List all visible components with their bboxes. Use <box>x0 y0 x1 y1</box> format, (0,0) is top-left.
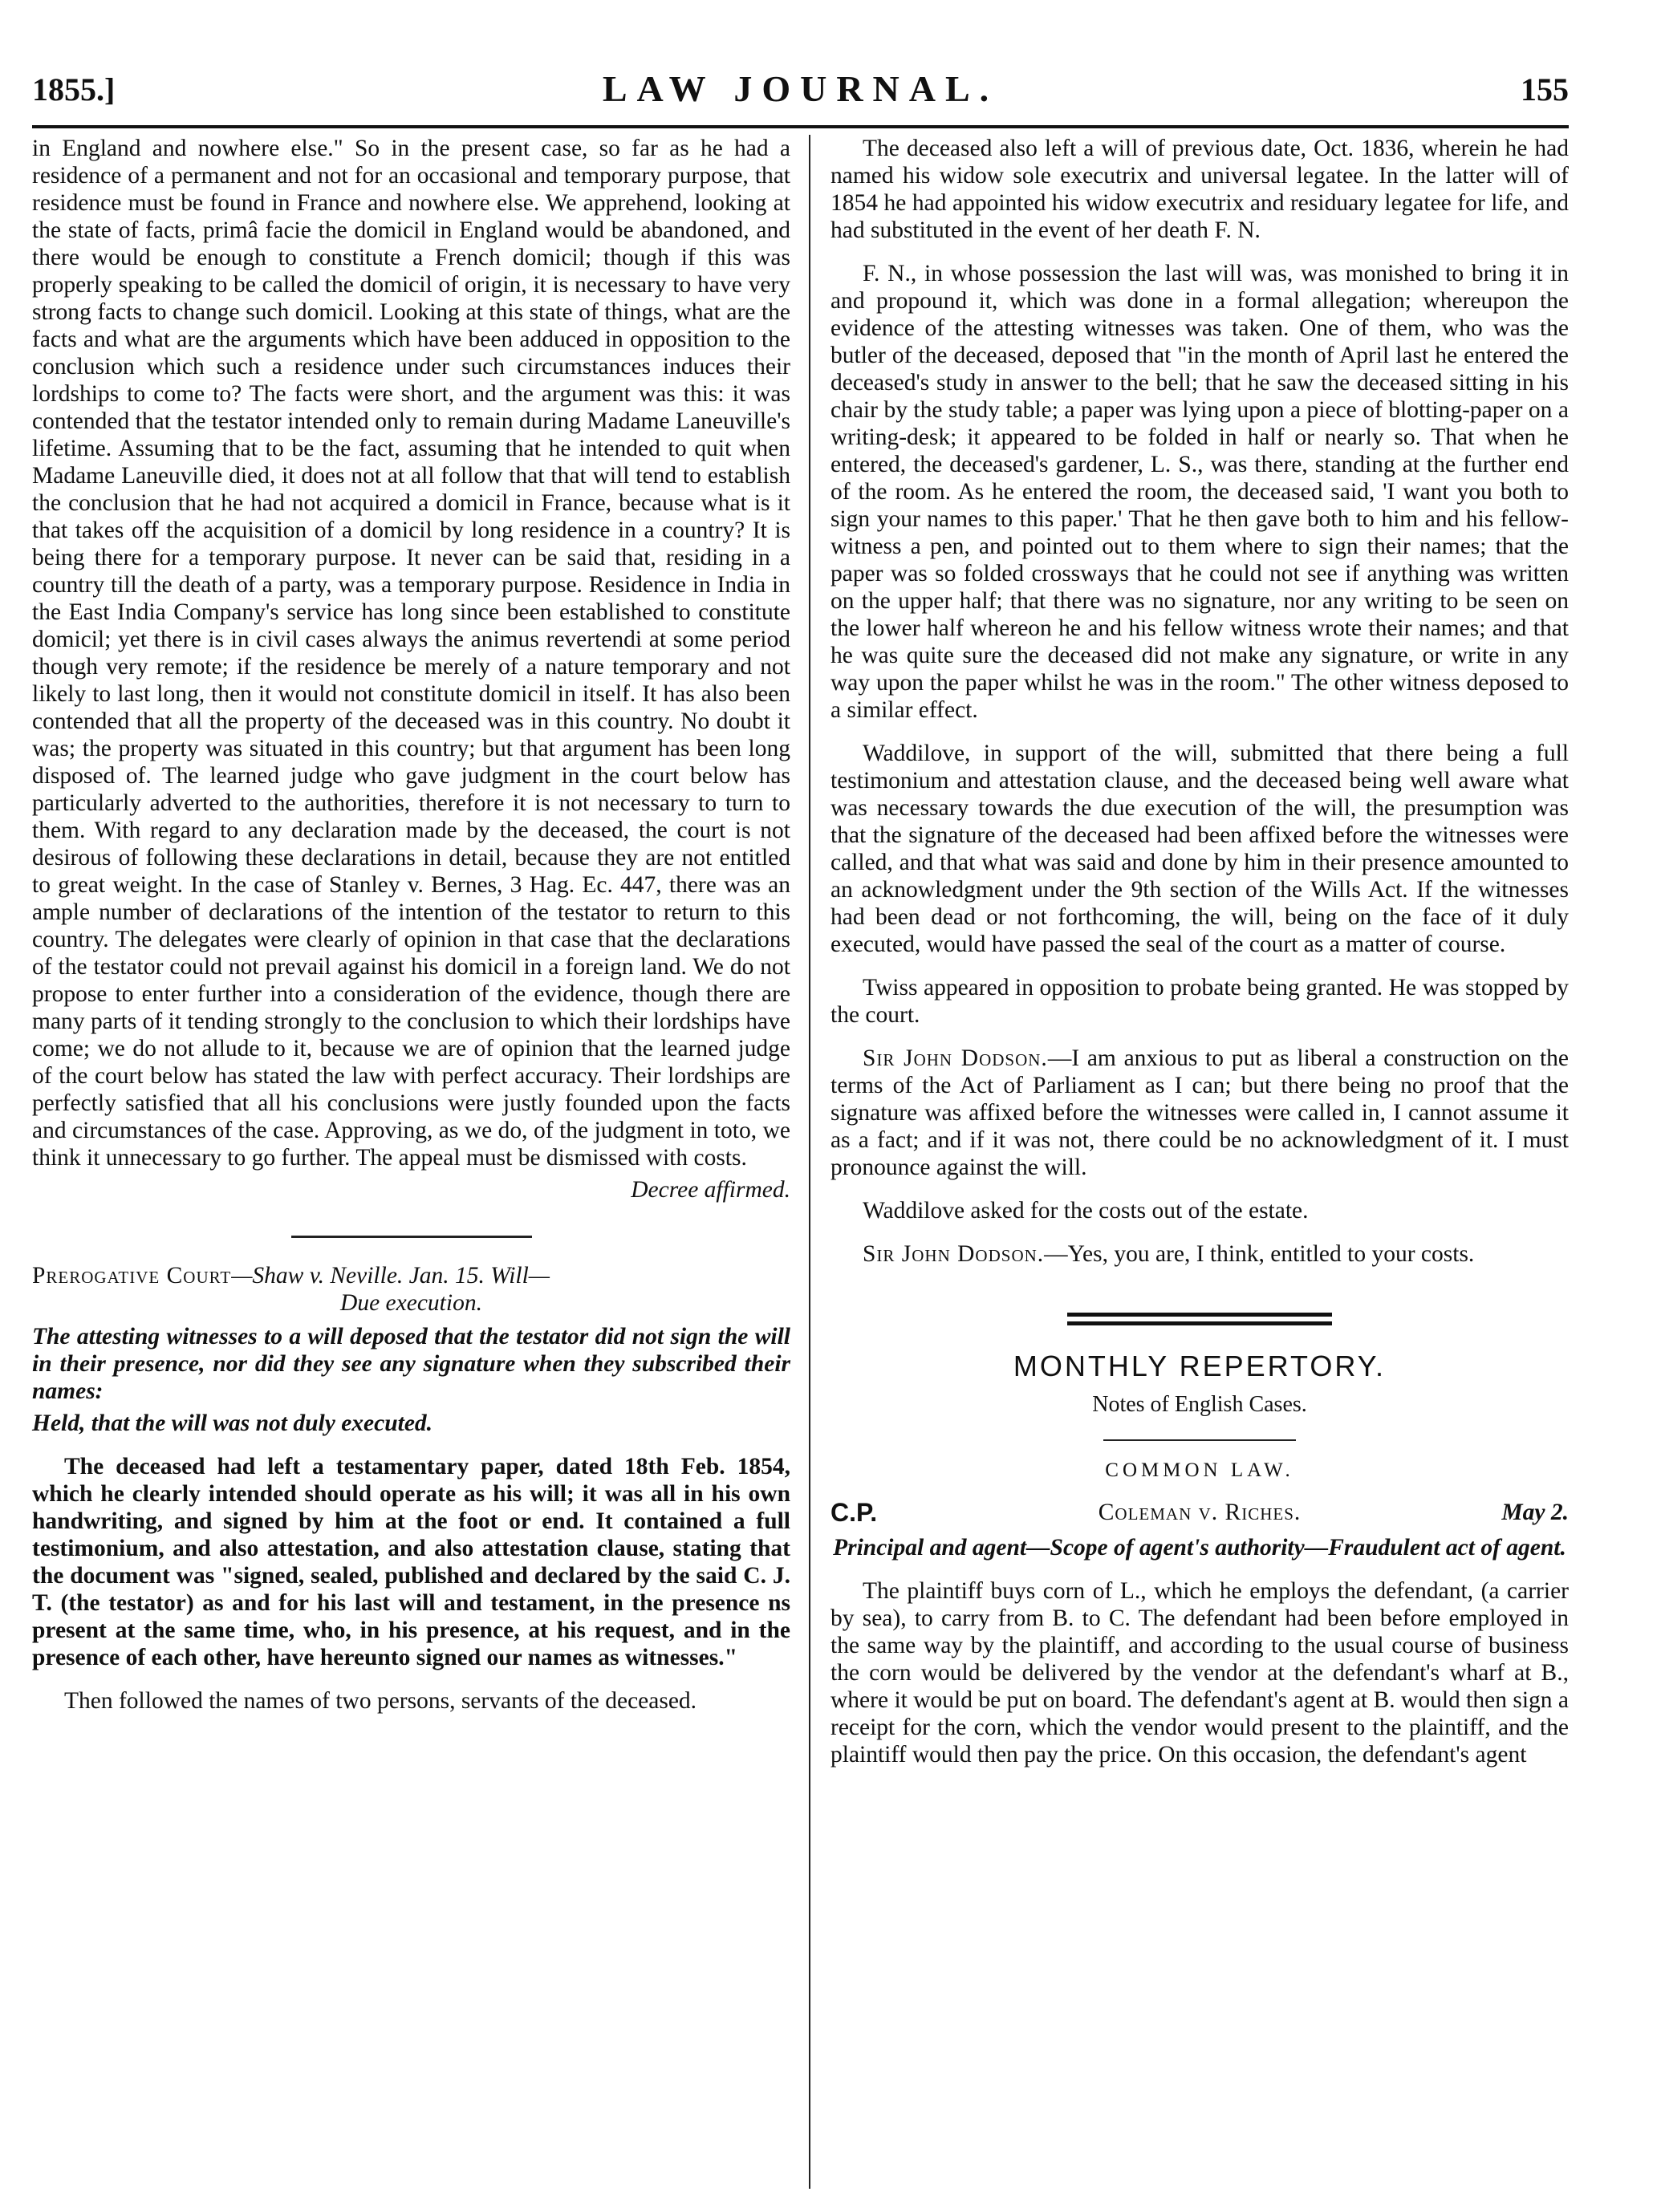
cp-subject: Principal and agent—Scope of agent's authority—Fraudulent act of agent. <box>833 1535 1566 1561</box>
header-rule <box>32 125 1569 128</box>
held-line: Held, that the will was not duly executed. <box>32 1410 433 1436</box>
repertory-title: MONTHLY REPERTORY. <box>1013 1350 1387 1382</box>
header-page-number: 155 <box>1521 71 1569 108</box>
right-paragraph-7 <box>831 1240 1569 1268</box>
left-column <box>32 135 790 1715</box>
right-paragraph-6: Waddilove asked for the costs out of the estate. <box>863 1198 1309 1224</box>
cp-case-name: Coleman v. Riches. <box>1098 1500 1302 1525</box>
left-paragraph-1: in England and nowhere else." So in the present case, so far as he had a residence of a permanent and not for an occasional and temporary purpose, that residence must be found in France and nowhere else. We apprehend, looking at the state of facts, primâ facie the domicil in England would be abandoned, and there would be enough to constitute a French domicil; though if this was properly speaking to be called the domicil of origin, it is necessary to have very strong facts to change such domicil. Looking at this state of things, what are the facts and what are the arguments which have been adduced in opposition to the conclusion which such a residence under such circumstances induces their lordships to come to? The facts were short, and the argument was this: it was contended that the testator intended only to remain during Madame Laneuville's lifetime. Assuming that to be the fact, assuming that he intended to quit when Madame Laneuville died, it does not at all follow that that will tend to establish the conclusion that he had not acquired a domicil in France, because what is it that takes off the acquisition of a domicil by long residence in a country? It is being there for a temporary purpose. It never can be said that, residing in a country till the death of a party, was a temporary purpose. Residence in India in the East India Company's service has long since been established to constitute domicil; yet there is in civil cases always the animus revertendi at some period though very remote; if the residence be merely of a nature temporary and not likely to last long, then it would not constitute domicil in itself. It has also been contended that all the property of the deceased was in this country. No doubt it was; the property was situated in this country; but that argument has been long disposed of. The learned judge who gave judgment in the court below has particularly adverted to the authorities, therefore it is not necessary to turn to them. With regard to any declaration made by the deceased, the court is not desirous of following these declarations in detail, because they are not entitled to great weight. In the case of Stanley v. Bernes, 3 Hag. Ec. 447, there was an ample number of declarations of the intention of the testator to return to this country. The delegates were clearly of opinion in that case that the declarations of the testator could not prevail against his domicil in a foreign land. We do not propose to enter further into a consideration of the evidence, though there are many parts of it tending strongly to the conclusion to which their lordships have come; we do not allude to it, because we are of opinion that the learned judge of the court below has stated the law with perfect accuracy. Their lordships are perfectly satisfied that all his conclusions were justly founded upon the facts and circumstances of the case. Approving, as we do, of the judgment in toto, we think it unnecessary to go further. The appeal must be dismissed with costs. <box>32 136 790 1171</box>
right-paragraph-2: F. N., in whose possession the last will was, was monished to bring it in and propound it, which was done in a formal allegation; whereupon the evidence of the attesting witnesses was taken. One of them, who was the butler of the deceased, deposed that "in the month of April last he entered the deceased's study in answer to the bell; that he saw the deceased sitting in his chair by the study table; a paper was lying upon a piece of blotting-paper on a writing-desk; it appeared to be folded in half or nearly so. That when he entered, the deceased's gardener, L. S., was there, standing at the further end of the room. As he entered the room, the deceased said, 'I want you both to sign your names to this paper.' That he then gave both to him and his fellow-witness a pen, and pointed out to them where to sign their names; that the paper was so folded crossways that he could not see if anything was written on the upper half; that there was no signature, nor any writing to be seen on the lower half whereon he and his fellow witness wrote their names; and that he was quite sure the deceased did not make any signature, or write in any way upon the paper whilst he was in the room." The other witness deposed to a similar effect. <box>831 261 1569 723</box>
repertory-rule <box>1103 1439 1296 1441</box>
judge-name: Sir John Dodson. <box>863 1045 1048 1071</box>
left-paragraph-3: Then followed the names of two persons, servants of the deceased. <box>64 1688 697 1714</box>
page-header <box>32 64 1569 120</box>
right-paragraph-4: Twiss appeared in opposition to probate being granted. He was stopped by the court. <box>831 975 1569 1028</box>
column-divider <box>809 135 810 2189</box>
case-parties: —Shaw v. Neville. Jan. 15. Will— <box>231 1263 550 1289</box>
header-year: 1855.] <box>32 71 116 108</box>
right-paragraph-5 <box>831 1045 1569 1181</box>
repertory-subtitle: Notes of English Cases. <box>1092 1392 1307 1417</box>
right-paragraph-8: The plaintiff buys corn of L., which he employs the defendant, (a carrier by sea), to carry from B. to C. The defendant had been before employed in the same way by the plaintiff, and according to the usual course of business the corn would be delivered by the vendor at the defendant's wharf at B., where it would be put on board. The defendant's agent at B. would then sign a receipt for the corn, which the vendor would present to the plaintiff, and the plaintiff would then pay the price. On this occasion, the defendant's agent <box>831 1578 1569 1768</box>
left-paragraph-2: The deceased had left a testamentary paper, dated 18th Feb. 1854, which he clearly intended should operate as his will; it was all in his own handwriting, and signed by him at the foot or end. It contained a full testimonium, and also attestation, and also attestation clause, stating that the document was "signed, sealed, published and declared by the said C. J. T. (the testator) as and for his last will and testament, in the presence ns present at the same time, who, in his presence, at his request, and in the presence of each other, have hereunto signed our names as witnesses." <box>32 1454 790 1670</box>
judge-statement: —I am anxious to put as liberal a construction on the terms of the Act of Parliament as I can; but there being no proof that the signature was affixed before the witnesses were called in, I cannot assume it as a fact; and if it was not, there could be no acknowledgment of it. I must pronounce against the will. <box>831 1045 1569 1180</box>
section-rule <box>291 1236 532 1238</box>
cp-date: May 2. <box>1501 1500 1569 1525</box>
double-rule <box>1067 1313 1332 1325</box>
cp-case-row <box>831 1499 1569 1531</box>
header-title: LAW JOURNAL. <box>602 68 999 109</box>
case-court: Prerogative Court <box>32 1263 232 1289</box>
decree-line: Decree affirmed. <box>631 1177 790 1203</box>
common-law-heading: COMMON LAW. <box>1105 1459 1294 1481</box>
judge-statement-2: —Yes, you are, I think, entitled to your costs. <box>1044 1241 1475 1267</box>
right-column <box>831 135 1569 1768</box>
headnote: The attesting witnesses to a will deposed that the testator did not sign the will in their presence, nor did they see any signature when they subscribed their names: <box>32 1324 790 1404</box>
case-subject: Due execution. <box>340 1290 482 1316</box>
right-paragraph-3: Waddilove, in support of the will, submitted that there being a full testimonium and attestation clause, and the deceased being well aware what was necessary towards the due execution of the will, the presumption was that the signature of the deceased had been affixed before the witnesses were called, and that what was said and done by him in their presence amounted to an acknowledgment under the 9th section of the Wills Act. If the witnesses had been dead or not forthcoming, the will, being on the face of it duly executed, would have passed the seal of the court as a matter of course. <box>831 741 1569 957</box>
cp-label: C.P. <box>831 1498 878 1527</box>
case-heading <box>32 1262 790 1289</box>
judge-name-2: Sir John Dodson. <box>863 1241 1045 1267</box>
right-paragraph-1: The deceased also left a will of previous date, Oct. 1836, wherein he had named his widow sole executrix and universal legatee. In the latter will of 1854 he had appointed his widow executrix and residuary legatee for life, and had substituted in the event of her death F. N. <box>831 136 1569 243</box>
